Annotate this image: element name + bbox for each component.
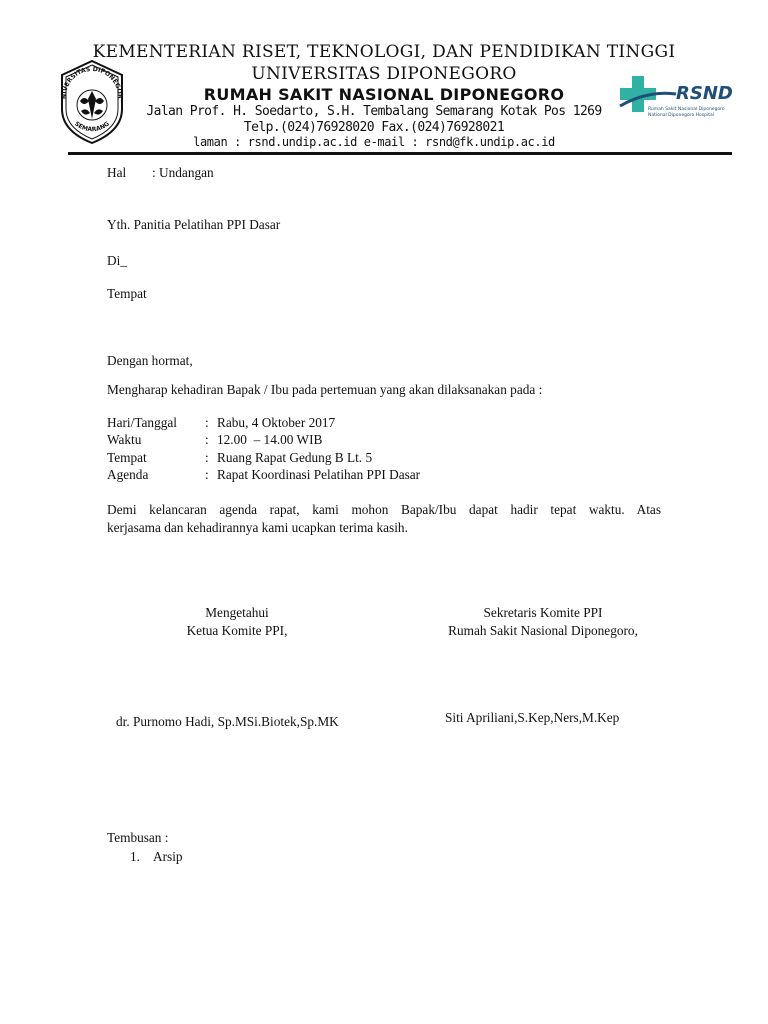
sig-right-line1: Sekretaris Komite PPI bbox=[483, 605, 603, 620]
detail-sep: : bbox=[205, 450, 209, 465]
rsnd-logo bbox=[618, 72, 734, 120]
tembusan-item-number: 1. bbox=[130, 849, 140, 864]
closing-line-2: kerjasama dan kehadirannya kami ucapkan terima kasih. bbox=[107, 520, 408, 535]
letterhead-ministry: KEMENTERIAN RISET, TEKNOLOGI, DAN PENDIDIKAN TINGGI bbox=[92, 42, 676, 62]
hal-label: Hal bbox=[107, 165, 127, 180]
detail-sep: : bbox=[205, 415, 209, 430]
letterhead-web: laman : rsnd.undip.ac.id e-mail : rsnd@fk.undip.ac.id bbox=[193, 135, 555, 149]
detail-value: Rapat Koordinasi Pelatihan PPI Dasar bbox=[217, 467, 421, 482]
undip-seal-logo bbox=[56, 57, 128, 145]
di-line: Di_ bbox=[107, 253, 127, 268]
letterhead-divider bbox=[68, 152, 732, 155]
sig-left-line1: Mengetahui bbox=[205, 605, 269, 620]
detail-sep: : bbox=[205, 467, 209, 482]
detail-value: Ruang Rapat Gedung B Lt. 5 bbox=[217, 450, 373, 465]
detail-label: Tempat bbox=[107, 450, 147, 465]
svg-text:National Diponegoro Hospital: National Diponegoro Hospital bbox=[648, 113, 715, 118]
svg-text:SEMARANG: SEMARANG bbox=[73, 120, 111, 134]
addressee: Yth. Panitia Pelatihan PPI Dasar bbox=[107, 217, 281, 232]
sig-right-name: Siti Apriliani,S.Kep,Ners,M.Kep bbox=[445, 710, 620, 725]
greeting: Dengan hormat, bbox=[107, 353, 193, 368]
rsnd-logo-text: RSND bbox=[676, 83, 733, 104]
detail-label: Waktu bbox=[107, 432, 142, 447]
svg-text:Rumah Sakit Nasional Diponegor: Rumah Sakit Nasional Diponegoro bbox=[648, 107, 725, 112]
letterhead-university: UNIVERSITAS DIPONEGORO bbox=[251, 64, 517, 84]
sig-right-line2: Rumah Sakit Nasional Diponegoro, bbox=[448, 623, 638, 638]
detail-label: Agenda bbox=[107, 467, 149, 482]
letterhead-address: Jalan Prof. H. Soedarto, S.H. Tembalang Semarang Kotak Pos 1269 bbox=[146, 104, 602, 119]
intro-text: Mengharap kehadiran Bapak / Ibu pada pertemuan yang akan dilaksanakan pada : bbox=[107, 382, 543, 397]
hal-value: : Undangan bbox=[152, 165, 214, 180]
svg-text:UNIVERSITAS DIPONEGORO: NIVERSITAS DIPONEGOR bbox=[60, 65, 124, 100]
letterhead-phone: Telp.(024)76928020 Fax.(024)76928021 bbox=[243, 120, 505, 135]
tembusan-item: Arsip bbox=[153, 849, 183, 864]
letterhead-hospital: RUMAH SAKIT NASIONAL DIPONEGORO bbox=[203, 85, 565, 104]
detail-value: Rabu, 4 Oktober 2017 bbox=[217, 415, 336, 430]
sig-left-name: dr. Purnomo Hadi, Sp.MSi.Biotek,Sp.MK bbox=[116, 714, 339, 729]
closing-line-1: Demi kelancaran agenda rapat, kami mohon Bapak/Ibu dapat hadir tepat waktu. Atas bbox=[107, 502, 661, 517]
sig-left-line2: Ketua Komite PPI, bbox=[186, 623, 288, 638]
tempat-line: Tempat bbox=[107, 286, 147, 301]
detail-sep: : bbox=[205, 432, 209, 447]
detail-value: 12.00 – 14.00 WIB bbox=[217, 432, 323, 447]
tembusan-label: Tembusan : bbox=[107, 830, 169, 845]
detail-label: Hari/Tanggal bbox=[107, 415, 177, 430]
